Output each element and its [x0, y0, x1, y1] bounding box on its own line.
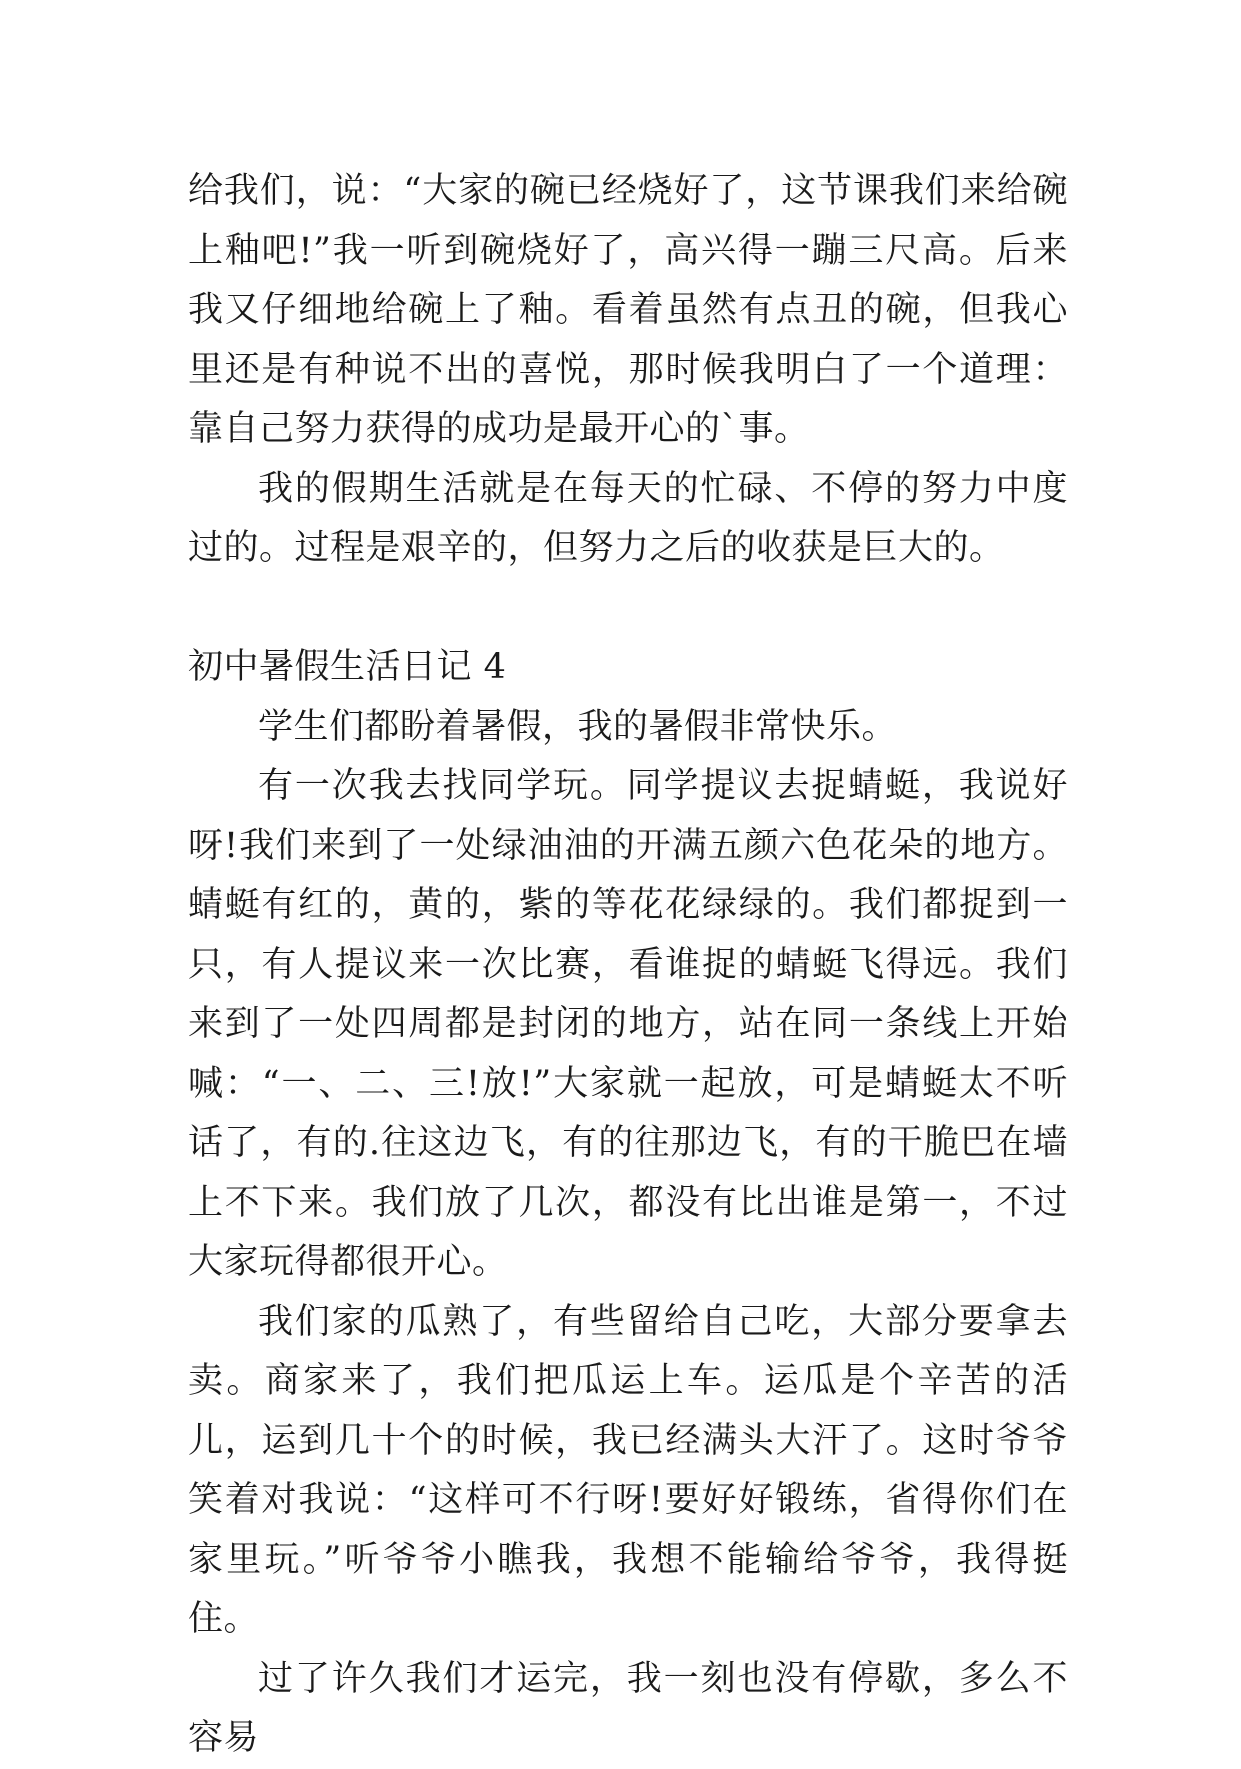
paragraph-continued: 给我们，说：“大家的碗已经烧好了，这节课我们来给碗上釉吧!”我一听到碗烧好了，高兴得一蹦三尺高。后来我又仔细地给碗上了釉。看着虽然有点丑的碗，但我心里还是有种说不出的喜悦，那时候我明白了一个道理：靠自己努力获得的成功是最开心的`事。 [188, 171, 1068, 449]
paragraph-summary: 我的假期生活就是在每天的忙碌、不停的努力中度过的。过程是艰辛的，但努力之后的收获是巨大的。 [188, 468, 1068, 568]
document-body [188, 162, 1068, 1769]
paragraph: 我们家的瓜熟了，有些留给自己吃，大部分要拿去卖。商家来了，我们把瓜运上车。运瓜是个辛苦的活儿，运到几十个的时候，我已经满头大汗了。这时爷爷笑着对我说：“这样可不行呀!要好好锻练，省得你们在家里玩。”听爷爷小瞧我，我想不能输给爷爷，我得挺住。 [188, 1301, 1068, 1639]
paragraph: 学生们都盼着暑假，我的暑假非常快乐。 [258, 706, 898, 747]
paragraph: 过了许久我们才运完，我一刻也没有停歇，多么不容易 [188, 1658, 1068, 1758]
paragraph: 有一次我去找同学玩。同学提议去捉蜻蜓，我说好呀!我们来到了一处绿油油的开满五颜六色花朵的地方。蜻蜓有红的，黄的，紫的等花花绿绿的。我们都捉到一只，有人提议来一次比赛，看谁捉的蜻蜓飞得远。我们来到了一处四周都是封闭的地方，站在同一条线上开始喊：“一、二、三!放!”大家就一起放，可是蜻蜓太不听话了，有的.往这边飞，有的往那边飞，有的干脆巴在墙上不下来。我们放了几次，都没有比出谁是第一，不过大家玩得都很开心。 [188, 766, 1068, 1282]
section-title: 初中暑假生活日记 4 [188, 647, 507, 687]
blank-line [188, 579, 1068, 639]
